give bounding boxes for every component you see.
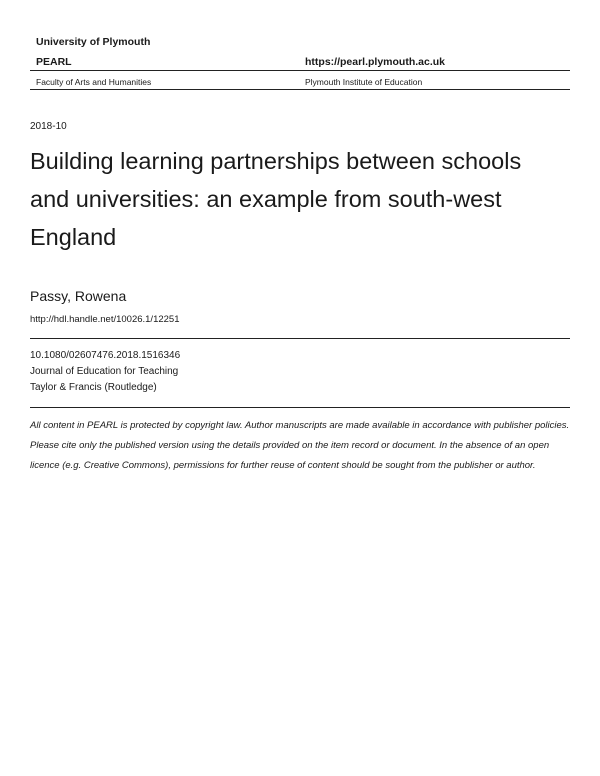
doi-text: 10.1080/02607476.2018.1516346 [30, 350, 181, 361]
publication-metadata [30, 348, 180, 396]
repository-url-link[interactable]: https://pearl.plymouth.ac.uk [305, 56, 446, 68]
document-title: Building learning partnerships between schools and universities: an example from south-west England [30, 148, 522, 250]
journal-name: Journal of Education for Teaching [30, 366, 179, 377]
author-name: Passy, Rowena [30, 288, 127, 304]
header-divider [30, 70, 570, 71]
publication-date: 2018-10 [30, 121, 67, 132]
repository-name: PEARL [36, 56, 72, 68]
notice-divider [30, 407, 570, 408]
copyright-notice: All content in PEARL is protected by copyright law. Author manuscripts are made available in accordance with publisher policies. Please cite only the published version using the details provided on the item record or document. In the absence of an open licence (e.g. Creative Commons), permissions for further reuse of content should be sought from the publisher or author. [30, 420, 570, 471]
handle-link[interactable]: http://hdl.handle.net/10026.1/12251 [30, 314, 180, 325]
faculty-name: Faculty of Arts and Humanities [36, 77, 152, 87]
institute-name: Plymouth Institute of Education [305, 77, 423, 87]
university-name: University of Plymouth [36, 36, 151, 48]
publisher-name: Taylor & Francis (Routledge) [30, 382, 157, 393]
header-bottom-divider [30, 89, 570, 90]
metadata-divider [30, 338, 570, 339]
